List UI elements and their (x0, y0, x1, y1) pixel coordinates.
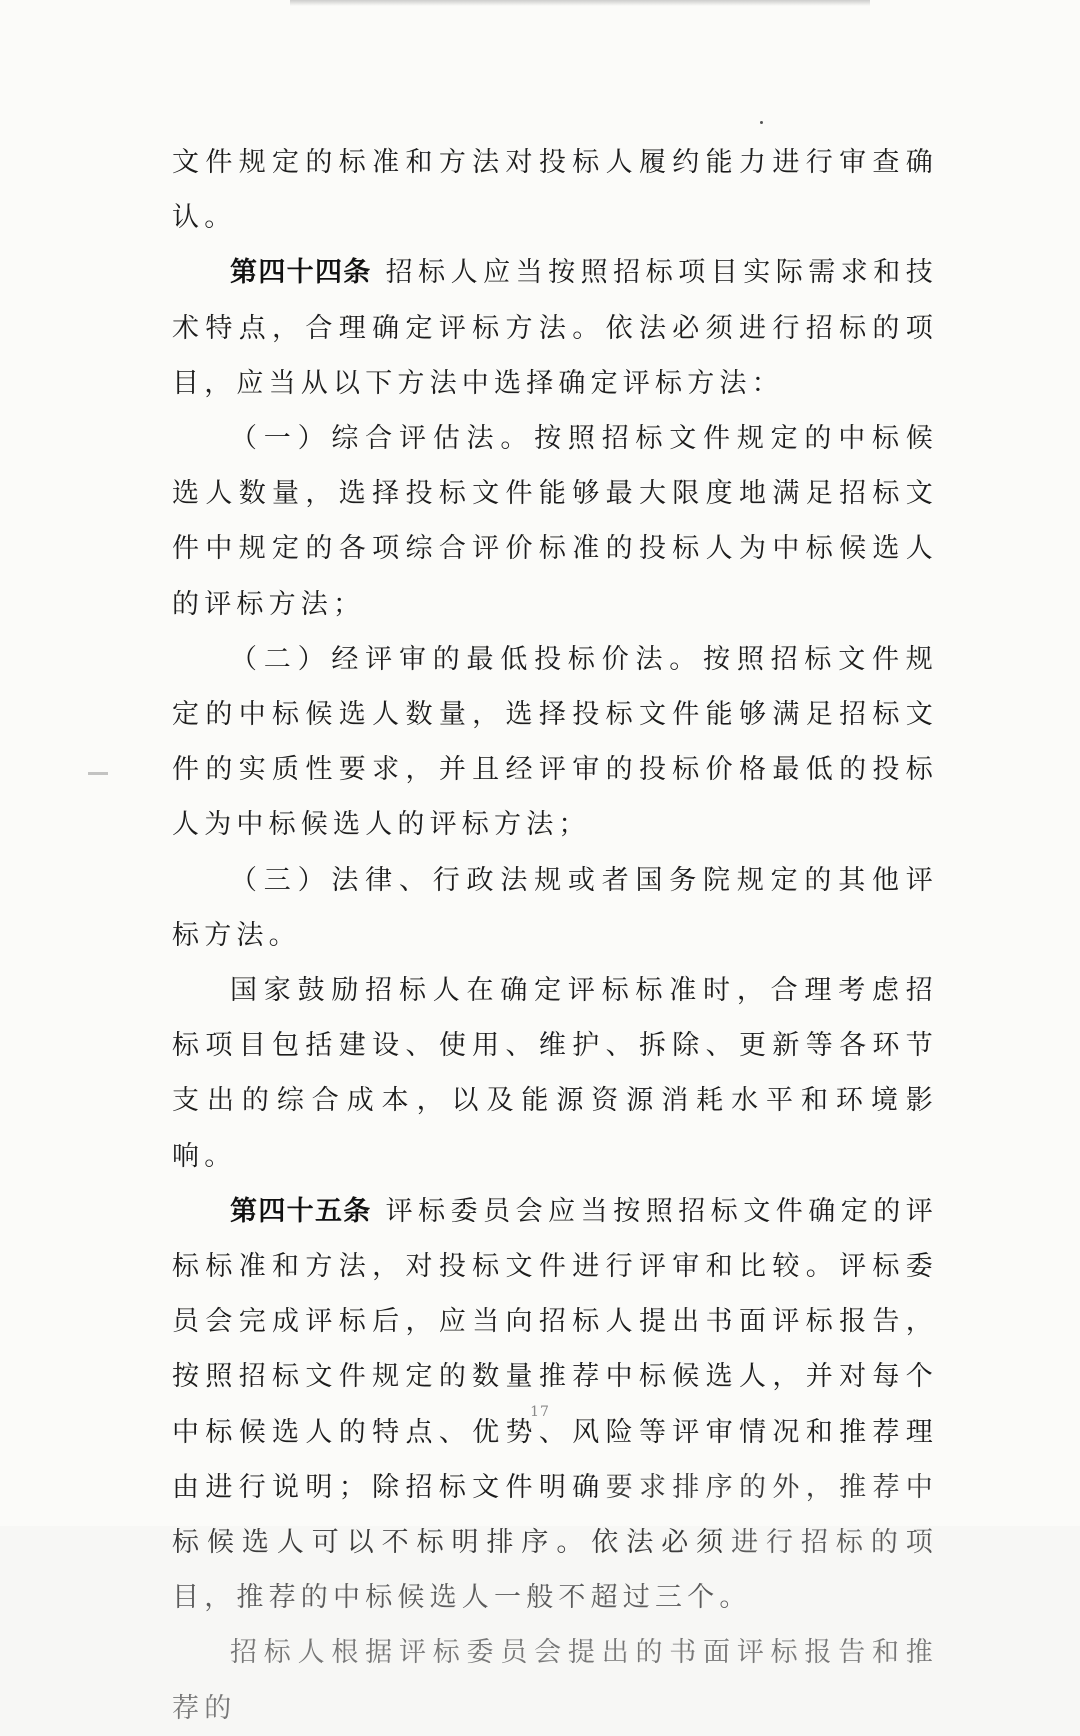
article-44-text: 招标人应当按照招标项目实际需求和技术特点，合理确定评标方法。依法必须进行招标的项目，应当从以下方法中选择确定评标方法： (172, 257, 939, 399)
article-45-text-a: 评标委员会应当按照招标文件确定的评标标准和方法，对投标文件进行评审和比较。评标委员会完成评标后，应当向招标人提出书面评标报告，按照招标文件规定的数量推荐中标候选人，并对每个中标候选人的特点、优势、风险等评审情况和推荐理由进行说明；除招标文件明确 (172, 1195, 939, 1503)
paragraph-recommendation: 招标人根据评标委员会提出的书面评标报告和推荐的 (172, 1637, 938, 1724)
paragraph-method-3: （三）法律、行政法规或者国务院规定的其他评标方法。 (172, 864, 938, 951)
article-45-label: 第四十五条 (230, 1195, 372, 1227)
paragraph-method-2: （二）经评审的最低投标价法。按照招标文件规定的中标候选人数量，选择投标文件能够满足招标文件的实质性要求，并且经评审的投标价格最低的投标人为中标候选人的评标方法； (172, 643, 938, 841)
scan-top-shadow (290, 0, 870, 6)
paragraph-method-1: （一）综合评估法。按照招标文件规定的中标候选人数量，选择投标文件能够最大限度地满足招标文件中规定的各项综合评价标准的投标人为中标候选人的评标方法； (172, 423, 938, 620)
scan-margin-mark (88, 772, 108, 775)
paragraph-article-44 (172, 245, 938, 411)
article-45-text-c: 进行招标的项目，推荐的中标候选人一般不超过三个。 (172, 1527, 939, 1614)
paragraph-continuation: 文件规定的标准和方法对投标人履约能力进行审查确认。 (172, 147, 938, 234)
article-45-text-b: 要求排序的外，推荐中标候选人可以不标明排序。依法必须 (172, 1471, 938, 1559)
paragraph-encouragement: 国家鼓励招标人在确定评标标准时，合理考虑招标项目包括建设、使用、维护、拆除、更新等各环节支出的综合成本，以及能源资源消耗水平和环境影响。 (172, 975, 938, 1172)
scan-speck (760, 121, 763, 124)
article-44-label: 第四十四条 (230, 257, 372, 289)
page-number: 17 (530, 1404, 550, 1420)
document-body (172, 135, 938, 1736)
